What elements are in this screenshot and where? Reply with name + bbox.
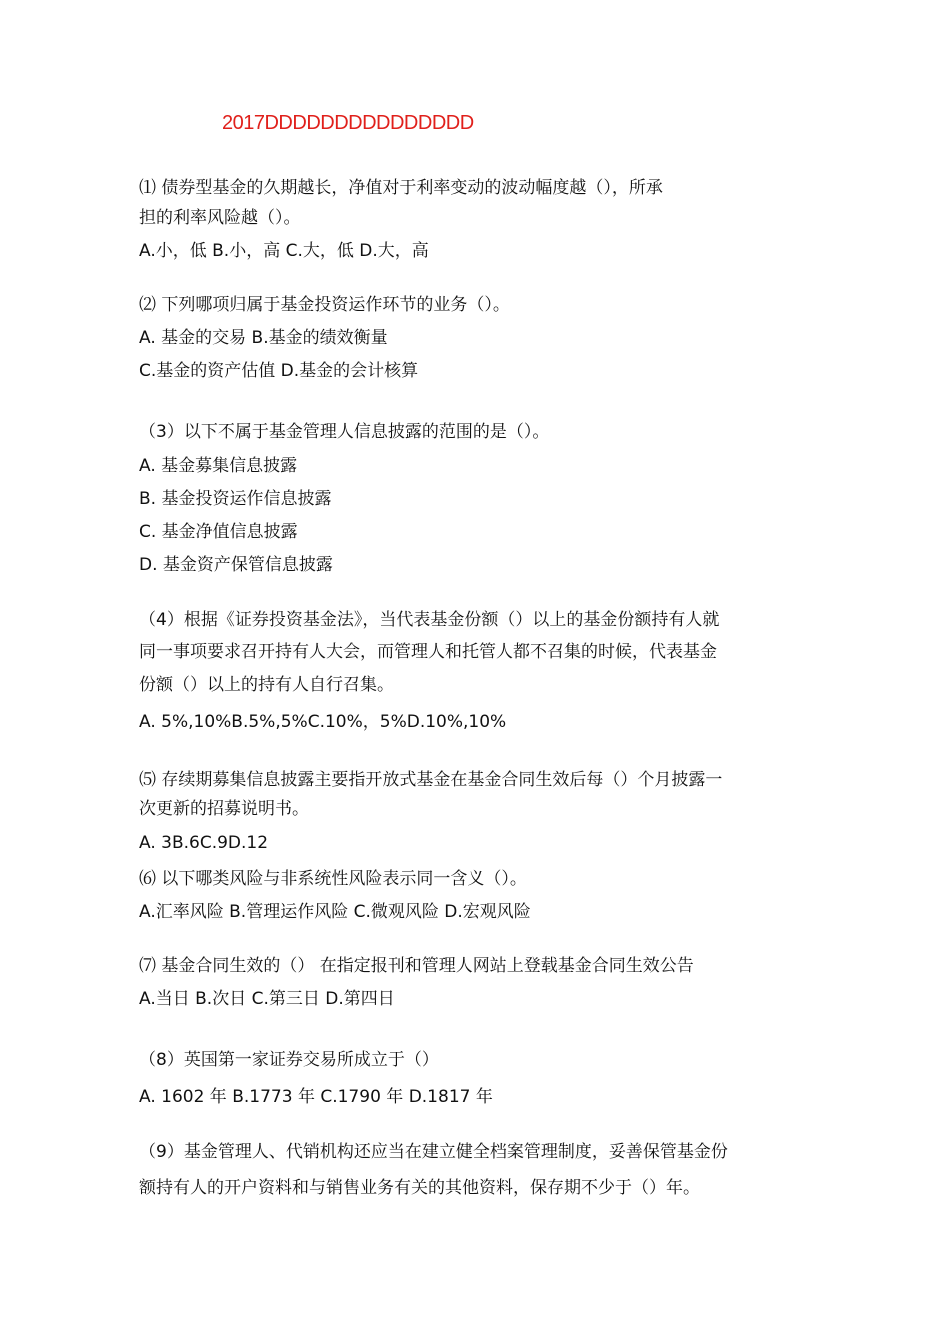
question-1-stem-line-1: ⑴ 债券型基金的久期越长，净值对于利率变动的波动幅度越（），所承 bbox=[139, 178, 663, 198]
question-1-options: A.小，低 B.小，高 C.大，低 D.大，高 bbox=[139, 241, 429, 261]
document-title: 2017DDDDDDDDDDDDDDD bbox=[222, 112, 474, 134]
question-9-stem-line-1: （9）基金管理人、代销机构还应当在建立健全档案管理制度，妥善保管基金份 bbox=[139, 1142, 728, 1162]
question-2-stem: ⑵ 下列哪项归属于基金投资运作环节的业务（）。 bbox=[139, 295, 510, 315]
question-4-stem-line-3: 份额（）以上的持有人自行召集。 bbox=[139, 675, 394, 695]
question-7-stem: ⑺ 基金合同生效的（） 在指定报刊和管理人网站上登载基金合同生效公告 bbox=[139, 956, 694, 976]
question-4-stem-line-2: 同一事项要求召开持有人大会，而管理人和托管人都不召集的时候，代表基金 bbox=[139, 642, 717, 662]
question-3-option-b: B. 基金投资运作信息披露 bbox=[139, 489, 332, 509]
question-3-option-d: D. 基金资产保管信息披露 bbox=[139, 555, 333, 575]
question-8-stem: （8）英国第一家证券交易所成立于（） bbox=[139, 1050, 439, 1070]
question-6-stem: ⑹ 以下哪类风险与非系统性风险表示同一含义（）。 bbox=[139, 869, 527, 889]
question-5-options: A. 3B.6C.9D.12 bbox=[139, 833, 269, 853]
question-3-option-c: C. 基金净值信息披露 bbox=[139, 522, 298, 542]
question-7-options: A.当日 B.次日 C.第三日 D.第四日 bbox=[139, 989, 395, 1009]
question-9-stem-line-2: 额持有人的开户资料和与销售业务有关的其他资料，保存期不少于（）年。 bbox=[139, 1178, 700, 1198]
question-3-option-a: A. 基金募集信息披露 bbox=[139, 456, 298, 476]
question-2-options-line-1: A. 基金的交易 B.基金的绩效衡量 bbox=[139, 328, 388, 348]
question-3-stem: （3）以下不属于基金管理人信息披露的范围的是（）。 bbox=[139, 422, 550, 442]
question-4-stem-line-1: （4）根据《证券投资基金法》，当代表基金份额（）以上的基金份额持有人就 bbox=[139, 610, 720, 630]
question-5-stem-line-1: ⑸ 存续期募集信息披露主要指开放式基金在基金合同生效后每（）个月披露一 bbox=[139, 770, 723, 790]
question-2-options-line-2: C.基金的资产估值 D.基金的会计核算 bbox=[139, 361, 419, 381]
question-5-stem-line-2: 次更新的招募说明书。 bbox=[139, 799, 309, 819]
question-8-options: A. 1602 年 B.1773 年 C.1790 年 D.1817 年 bbox=[139, 1087, 493, 1107]
question-4-options: A. 5%,10%B.5%,5%C.10%，5%D.10%,10% bbox=[139, 712, 507, 732]
question-6-options: A.汇率风险 B.管理运作风险 C.微观风险 D.宏观风险 bbox=[139, 902, 531, 922]
question-1-stem-line-2: 担的利率风险越（）。 bbox=[139, 208, 301, 228]
